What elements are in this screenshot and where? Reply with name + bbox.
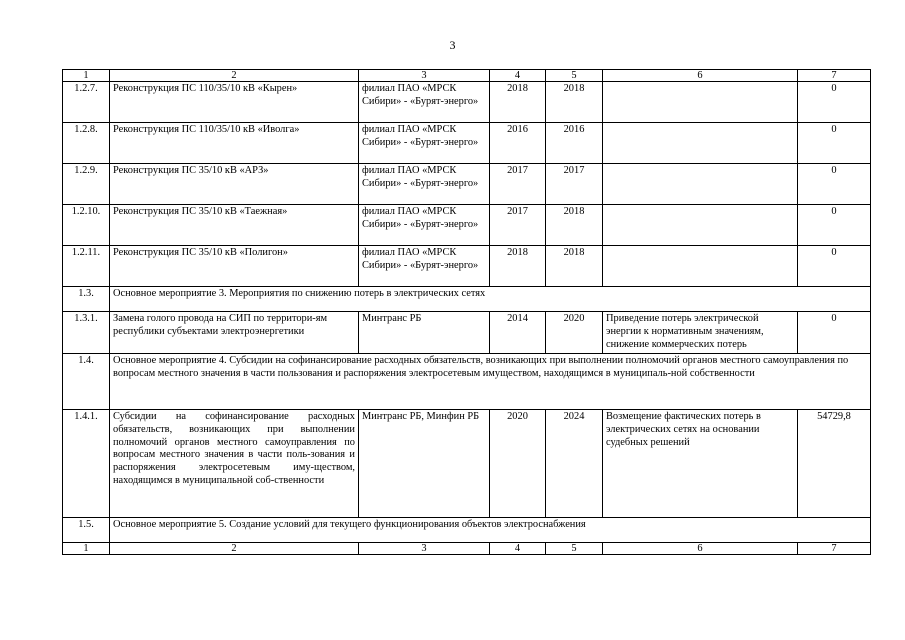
row-name: Замена голого провода на СИП по территори-ям республики субъектами электроэнергетики — [110, 312, 359, 354]
section-number: 1.4. — [63, 353, 110, 409]
footer-cell: 6 — [603, 542, 798, 554]
header-cell: 5 — [546, 70, 603, 82]
row-start-year: 2017 — [490, 164, 546, 205]
table-row — [63, 312, 871, 354]
row-result — [603, 82, 798, 123]
header-cell: 1 — [63, 70, 110, 82]
page-number: 3 — [449, 38, 456, 52]
row-executor: Минтранс РБ — [359, 312, 490, 354]
section-number: 1.5. — [63, 517, 110, 542]
footer-cell: 1 — [63, 542, 110, 554]
row-name: Реконструкция ПС 35/10 кВ «АРЗ» — [110, 164, 359, 205]
footer-cell: 7 — [798, 542, 871, 554]
footer-cell: 2 — [110, 542, 359, 554]
row-executor: филиал ПАО «МРСК Сибири» - «Бурят-энерго» — [359, 164, 490, 205]
table-row — [63, 82, 871, 123]
row-name: Реконструкция ПС 110/35/10 кВ «Иволга» — [110, 123, 359, 164]
row-number: 1.3.1. — [63, 312, 110, 354]
row-start-year: 2014 — [490, 312, 546, 354]
table-row — [63, 123, 871, 164]
row-executor: филиал ПАО «МРСК Сибири» - «Бурят-энерго» — [359, 205, 490, 246]
row-end-year: 2024 — [546, 409, 603, 517]
row-value: 0 — [798, 246, 871, 287]
section-number: 1.3. — [63, 287, 110, 312]
row-result: Приведение потерь электрической энергии к нормативным значениям, снижение коммерческих потерь — [603, 312, 798, 354]
row-result — [603, 246, 798, 287]
row-executor: Минтранс РБ, Минфин РБ — [359, 409, 490, 517]
row-number: 1.2.10. — [63, 205, 110, 246]
table-row — [63, 409, 871, 517]
row-start-year: 2020 — [490, 409, 546, 517]
footer-cell: 4 — [490, 542, 546, 554]
row-name: Реконструкция ПС 35/10 кВ «Полигон» — [110, 246, 359, 287]
program-activities-table — [62, 69, 871, 555]
section-title: Основное мероприятие 4. Субсидии на софинансирование расходных обязательств, возникающих при выполнении полномочий органов местного самоуправления по вопросам местного значения в части пользования и распоряжения электросетевым имуществом, находящимся в муниципаль-ной собственности — [110, 353, 871, 409]
table-row — [63, 205, 871, 246]
header-row — [63, 70, 871, 82]
row-number: 1.2.8. — [63, 123, 110, 164]
header-cell: 6 — [603, 70, 798, 82]
row-value: 0 — [798, 164, 871, 205]
row-end-year: 2018 — [546, 246, 603, 287]
footer-cell: 3 — [359, 542, 490, 554]
table-row — [63, 164, 871, 205]
header-cell: 3 — [359, 70, 490, 82]
row-result — [603, 123, 798, 164]
row-value: 54729,8 — [798, 409, 871, 517]
section-row — [63, 517, 871, 542]
footer-row — [63, 542, 871, 554]
header-cell: 7 — [798, 70, 871, 82]
table-row — [63, 246, 871, 287]
section-row — [63, 287, 871, 312]
row-end-year: 2020 — [546, 312, 603, 354]
row-number: 1.2.7. — [63, 82, 110, 123]
footer-cell: 5 — [546, 542, 603, 554]
row-value: 0 — [798, 82, 871, 123]
row-start-year: 2018 — [490, 82, 546, 123]
row-number: 1.4.1. — [63, 409, 110, 517]
row-name: Субсидии на софинансирование расходных обязательств, возникающих при выполнении полномочий органов местного самоуправления по вопросам местного значения в части поль-зования и распоряжения электросетевым иму-ществом, находящимся в муниципальной соб-ственности — [110, 409, 359, 517]
section-title: Основное мероприятие 5. Создание условий для текущего функционирования объектов электроснабжения — [110, 517, 871, 542]
row-number: 1.2.9. — [63, 164, 110, 205]
row-executor: филиал ПАО «МРСК Сибири» - «Бурят-энерго» — [359, 82, 490, 123]
row-name: Реконструкция ПС 35/10 кВ «Таежная» — [110, 205, 359, 246]
row-executor: филиал ПАО «МРСК Сибири» - «Бурят-энерго» — [359, 246, 490, 287]
header-cell: 2 — [110, 70, 359, 82]
row-result — [603, 164, 798, 205]
row-result: Возмещение фактических потерь в электрических сетях на основании судебных решений — [603, 409, 798, 517]
header-cell: 4 — [490, 70, 546, 82]
row-end-year: 2018 — [546, 82, 603, 123]
section-row — [63, 353, 871, 409]
row-number: 1.2.11. — [63, 246, 110, 287]
row-start-year: 2017 — [490, 205, 546, 246]
row-name: Реконструкция ПС 110/35/10 кВ «Кырен» — [110, 82, 359, 123]
section-title: Основное мероприятие 3. Мероприятия по снижению потерь в электрических сетях — [110, 287, 871, 312]
row-value: 0 — [798, 205, 871, 246]
row-executor: филиал ПАО «МРСК Сибири» - «Бурят-энерго» — [359, 123, 490, 164]
row-value: 0 — [798, 123, 871, 164]
row-end-year: 2016 — [546, 123, 603, 164]
row-end-year: 2018 — [546, 205, 603, 246]
row-start-year: 2016 — [490, 123, 546, 164]
row-result — [603, 205, 798, 246]
row-value: 0 — [798, 312, 871, 354]
row-start-year: 2018 — [490, 246, 546, 287]
row-end-year: 2017 — [546, 164, 603, 205]
